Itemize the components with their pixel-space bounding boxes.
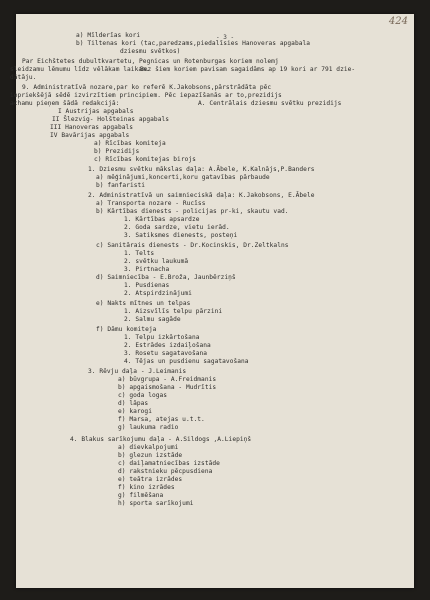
text-line: b) Tiltenas kori (tac,paredzams,piedalīsies Hanoveras apgabala [76,40,311,47]
text-line: b) fanfaristi [96,182,146,189]
text-line: 1. Pusdienas [124,282,170,289]
text-line: 3. Satiksmes dienests, posteņi [124,232,238,239]
text-line: 2. Salmu sagāde [124,316,181,323]
text-line: II Šlezvig- Holšteinas apgabals [52,116,170,123]
text-line: 1. Dziesmu svētku mākslas daļa: A.Ābele, K.Kalnājs,P.Banders [88,166,315,173]
text-line: a) dievkalpojumi [118,444,179,451]
text-line: 1. Aizsvīlīs telpu pārzini [124,308,223,315]
text-line: c) Rīcības komitejas birojs [94,156,196,163]
text-line: a) Mīlderīas kori [76,32,141,39]
text-line: I Austrijas apgabals [58,108,134,115]
text-line: 2. Estrādes izdaiļošana [124,342,211,349]
text-line: dātāju. [10,74,37,81]
page-top-mark: - 3 - [216,34,235,41]
text-line: b) Kārtības dienests - policijas pr-ki, skautu vad. [96,208,289,215]
text-line: 1. Telpu izkārtošana [124,334,200,341]
text-line: achamu pieņem šādā redakcijā: [10,100,120,107]
document-page [10,14,414,588]
text-line: 4. Tējas un pusdienu sagatavošana [124,358,249,365]
text-line: a) Transporta nozare - Rucīss [96,200,206,207]
text-line: a) Rīcības komiteja [94,140,166,147]
text-line: 1. Telts [124,250,155,257]
text-line: b) glezun izstāde [118,452,183,459]
text-line: a) būvgrupa - A.Freidmanis [118,376,217,383]
text-line: f) kino izrādes [118,484,175,491]
text-line: e) Nakts mītnes un telpas [96,300,191,307]
text-line: A. Centrālais dziesmu svētku prezidijs [198,100,342,107]
text-line: 2. Goda sardze, vietu ierād. [124,224,230,231]
text-line: b) apgaismošana - Mudrītis [118,384,217,391]
text-line: d) Saimniecība - E.Broža, Jaunbērziņš [96,274,236,281]
text-line: dziesmu svētkos) [120,48,181,55]
text-line: f) Dāmu komiteja [96,326,157,333]
text-line: g) filmēšana [118,492,164,499]
text-line: f) Marsa, atejas u.t.t. [118,416,205,423]
text-line: sleidzamu lēmumu līdz vēlākam laikam. [10,66,150,73]
text-line: d) lāpas [118,400,149,407]
text-line: 1. Kārtības apsardze [124,216,200,223]
text-line: Par Eichštetes dubultkvartetu, Pegnicas un Rotenburgas koriem nolemj [22,58,279,65]
text-line: g) laukuma radio [118,424,179,431]
text-line: 4. Blakus sarīkojumu daļa - A.Sildogs ,A.Liepiņš [70,436,252,443]
text-line: 3. Pirtnacha [124,266,170,273]
text-line: d) rakstnieku pēcpusdiena [118,468,213,475]
text-line: 2. Atspirdzinājumi [124,290,192,297]
text-line: c) goda logas [118,392,168,399]
text-line: 3. Rosetu sagatavošana [124,350,208,357]
text-line: iepriekšējā sēdē izvirzītiem principiem. Pēc iepazīšanās ar to,prezidijs [10,92,282,99]
text-line: IV Bavārijas apgabals [50,132,130,139]
text-line: 3. Rēvju daļa - J.Leimanis [88,368,187,375]
text-line: Bez šiem koriem pavisam sagaidāms ap 19 kori ar 791 dzie- [140,66,356,73]
text-line: 2. svētku laukumā [124,258,189,265]
text-line: III Hanoveras apgabals [50,124,134,131]
text-line: e) teātra izrādes [118,476,183,483]
text-line: 9. Administratīvā nozare,par ko referē K.Jakobsons,pārstrādāta pēc [22,84,272,91]
text-line: a) mēģinājumi,koncerti,koru gatavības pārbaude [96,174,270,181]
text-line: c) daiļamatniecības izstāde [118,460,220,467]
text-line: c) Sanitārais dienests - Dr.Kocinskis, Dr.Zeltkalns [96,242,289,249]
text-line: 2. Administratīvā un saimnieciskā daļa: K.Jakobsons, E.Ābele [88,192,315,199]
text-line: e) karogi [118,408,152,415]
page-number: 424 [388,16,408,27]
text-line: h) sporta sarīkojumi [118,500,194,507]
text-line: b) Prezidijs [94,148,140,155]
